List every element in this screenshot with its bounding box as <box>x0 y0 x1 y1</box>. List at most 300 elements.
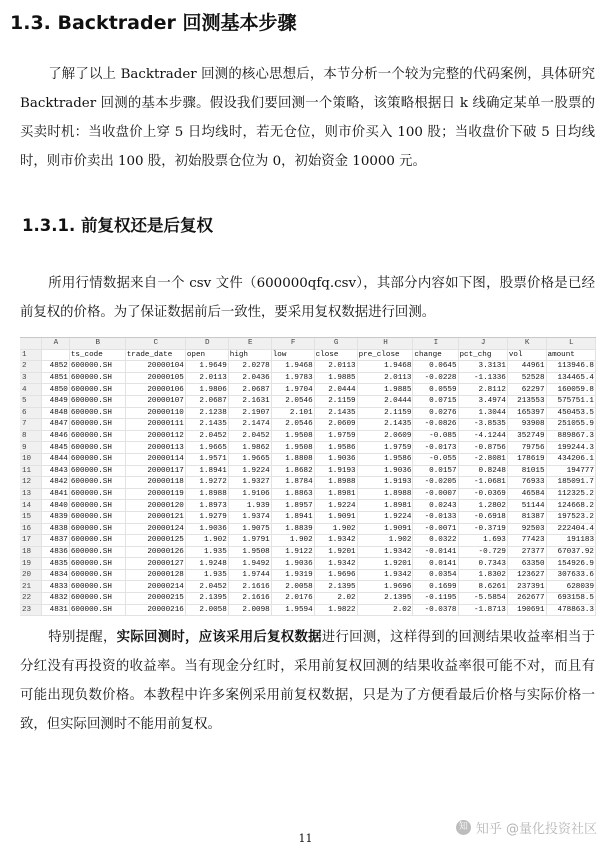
table-row <box>20 442 596 454</box>
table-cell: 251055.9 <box>546 419 595 431</box>
table-row <box>20 569 596 581</box>
row-number: 16 <box>20 523 41 535</box>
table-cell: 4832 <box>41 593 69 605</box>
table-cell: 20000128 <box>125 569 185 581</box>
table-cell: 1.935 <box>185 546 228 558</box>
table-row <box>20 395 596 407</box>
table-cell: 194777 <box>546 465 595 477</box>
table-cell: 81387 <box>507 511 546 523</box>
table-cell: 20000114 <box>125 453 185 465</box>
table-cell: -0.0133 <box>413 511 458 523</box>
table-cell: 1.9696 <box>357 581 413 593</box>
table-cell: 0.7343 <box>458 558 507 570</box>
table-row <box>20 593 596 605</box>
table-cell: 4847 <box>41 419 69 431</box>
table-cell: 2.0444 <box>314 384 357 396</box>
table-row <box>20 477 596 489</box>
table-row <box>20 535 596 547</box>
table-cell: 44961 <box>507 361 546 373</box>
table-cell: 1.9036 <box>271 558 314 570</box>
table-cell: 4840 <box>41 500 69 512</box>
table-cell: 2.1435 <box>314 407 357 419</box>
table-cell: 1.9492 <box>228 558 271 570</box>
table-row <box>20 430 596 442</box>
column-letter: J <box>458 338 507 349</box>
data-text: 所用行情数据来自一个 csv 文件（600000qfq.csv），其部分内容如下图，股票价格是已经前复权的价格。为了保证数据前后一致性，要采用复权数据进行回测。 <box>20 276 595 320</box>
table-cell: 20000105 <box>125 372 185 384</box>
table-cell: 1.9783 <box>271 372 314 384</box>
table-cell: 1.9665 <box>228 453 271 465</box>
table-cell: 1.9885 <box>314 372 357 384</box>
table-cell: 1.902 <box>271 535 314 547</box>
table-cell: 0.0645 <box>413 361 458 373</box>
table-cell: 178619 <box>507 453 546 465</box>
table-cell: 62297 <box>507 384 546 396</box>
table-cell: 2.02 <box>357 604 413 616</box>
table-cell: 20000121 <box>125 511 185 523</box>
table-cell: 1.9704 <box>271 384 314 396</box>
table-cell: 1.9791 <box>228 535 271 547</box>
watermark-text: 知乎 @量化投资社区 <box>475 822 597 837</box>
table-cell: 20000104 <box>125 361 185 373</box>
table-cell: -0.0071 <box>413 523 458 535</box>
table-cell: 1.8988 <box>357 488 413 500</box>
spreadsheet-table <box>20 338 596 616</box>
table-cell: 600000.SH <box>69 546 125 558</box>
table-cell: 600000.SH <box>69 407 125 419</box>
column-header: open <box>185 349 228 361</box>
table-cell: 2.0609 <box>357 430 413 442</box>
table-cell: 0.0276 <box>413 407 458 419</box>
table-cell: 1.9327 <box>228 477 271 489</box>
table-cell: 0.0354 <box>413 569 458 581</box>
table-cell: 575751.1 <box>546 395 595 407</box>
column-letter-row <box>20 338 596 349</box>
table-cell: 237391 <box>507 581 546 593</box>
table-cell: 1.8941 <box>271 511 314 523</box>
column-letter: D <box>185 338 228 349</box>
column-letter: E <box>228 338 271 349</box>
note-suffix: 进行回测，这样得到的回测结果收益率相当于分红没有再投资的收益率。当有现金分红时，采用前复权回测的结果收益率很可能不对，而且有可能出现负数价格。本教程中许多案例采用前复权数据，只是为了方便看最后价格与实际价格一致，但实际回测时不能用前复权。 <box>20 630 596 732</box>
table-cell: 197523.2 <box>546 511 595 523</box>
table-cell: 92503 <box>507 523 546 535</box>
column-header: low <box>271 349 314 361</box>
table-cell: 1.9279 <box>185 511 228 523</box>
table-cell: 600000.SH <box>69 442 125 454</box>
table-cell: -0.055 <box>413 453 458 465</box>
table-cell: 1.9122 <box>271 546 314 558</box>
table-cell: 20000125 <box>125 535 185 547</box>
table-cell: -0.1195 <box>413 593 458 605</box>
table-cell: -4.1244 <box>458 430 507 442</box>
table-cell: 20000214 <box>125 581 185 593</box>
table-cell: 20000118 <box>125 477 185 489</box>
table-cell: 51144 <box>507 500 546 512</box>
table-cell: 3.3131 <box>458 361 507 373</box>
table-cell: 4850 <box>41 384 69 396</box>
table-cell: 600000.SH <box>69 384 125 396</box>
table-cell: 2.1395 <box>357 593 413 605</box>
table-cell: 1.9272 <box>185 477 228 489</box>
table-cell: -3.8535 <box>458 419 507 431</box>
column-header: vol <box>507 349 546 361</box>
table-cell: 113946.8 <box>546 361 595 373</box>
row-number: 21 <box>20 581 41 593</box>
table-cell: -0.8756 <box>458 442 507 454</box>
table-cell: 27377 <box>507 546 546 558</box>
page-number: 11 <box>298 832 313 845</box>
table-cell: 1.9806 <box>185 384 228 396</box>
table-cell: 1.935 <box>185 569 228 581</box>
table-cell: 2.8112 <box>458 384 507 396</box>
table-cell: 600000.SH <box>69 558 125 570</box>
table-row <box>20 384 596 396</box>
row-number: 11 <box>20 465 41 477</box>
table-cell: 2.0687 <box>228 384 271 396</box>
table-cell: 1.8981 <box>314 488 357 500</box>
table-cell: 165397 <box>507 407 546 419</box>
table-cell: 4848 <box>41 407 69 419</box>
table-cell: 77423 <box>507 535 546 547</box>
column-letter: L <box>546 338 595 349</box>
table-cell: 2.0444 <box>357 395 413 407</box>
table-cell: 1.9342 <box>357 546 413 558</box>
table-cell: 4845 <box>41 442 69 454</box>
table-cell: 600000.SH <box>69 581 125 593</box>
table-cell: 46584 <box>507 488 546 500</box>
table-cell: 213553 <box>507 395 546 407</box>
table-cell: 20000119 <box>125 488 185 500</box>
table-cell: 600000.SH <box>69 604 125 616</box>
row-number: 10 <box>20 453 41 465</box>
table-cell: 4851 <box>41 372 69 384</box>
table-cell: 600000.SH <box>69 465 125 477</box>
table-cell: 4852 <box>41 361 69 373</box>
table-cell: -1.8713 <box>458 604 507 616</box>
table-cell: 0.0141 <box>413 558 458 570</box>
table-cell: 1.902 <box>185 535 228 547</box>
note-prefix: 特别提醒， <box>48 630 117 645</box>
table-cell: -2.8081 <box>458 453 507 465</box>
table-cell: 2.1395 <box>185 593 228 605</box>
table-cell: -5.5854 <box>458 593 507 605</box>
table-cell: 1.9885 <box>357 384 413 396</box>
table-cell: -0.0007 <box>413 488 458 500</box>
table-cell: 2.0113 <box>357 372 413 384</box>
column-letter: A <box>41 338 69 349</box>
table-row <box>20 488 596 500</box>
table-cell: 79756 <box>507 442 546 454</box>
table-cell: 2.0452 <box>185 430 228 442</box>
table-cell: 1.9106 <box>228 488 271 500</box>
note-paragraph <box>20 623 595 739</box>
table-cell: 1.9571 <box>185 453 228 465</box>
column-letter: G <box>314 338 357 349</box>
table-cell: 600000.SH <box>69 453 125 465</box>
column-header: trade_date <box>125 349 185 361</box>
table-cell: 222404.4 <box>546 523 595 535</box>
table-cell: 2.101 <box>271 407 314 419</box>
table-cell: 199244.3 <box>546 442 595 454</box>
table-cell: 1.9036 <box>185 523 228 535</box>
row-number: 5 <box>20 395 41 407</box>
row-number: 3 <box>20 372 41 384</box>
table-cell: 434206.1 <box>546 453 595 465</box>
table-cell: 1.8682 <box>271 465 314 477</box>
table-cell: -0.6918 <box>458 511 507 523</box>
column-letter: K <box>507 338 546 349</box>
table-cell: -0.0826 <box>413 419 458 431</box>
table-cell: 1.939 <box>228 500 271 512</box>
table-cell: -1.0681 <box>458 477 507 489</box>
intro-text: 了解了以上 Backtrader 回测的核心思想后，本节分析一个较为完整的代码案例，具体研究 Backtrader 回测的基本步骤。假设我们要回测一个策略，该策略根据日 k 线确定某单一股票的买卖时机：当收盘价上穿 5 日均线时，若无仓位，则市价买入 100 股；当收盘价下破 5 日均线时，则市价卖出 100 股，初始股票仓位为 0，初始资金 10000 元。 <box>20 67 595 169</box>
table-cell: 1.9649 <box>185 361 228 373</box>
table-cell: 600000.SH <box>69 361 125 373</box>
table-cell: -0.3719 <box>458 523 507 535</box>
table-cell: 600000.SH <box>69 395 125 407</box>
table-cell: 1.9091 <box>357 523 413 535</box>
table-cell: 352749 <box>507 430 546 442</box>
table-cell: 1.9508 <box>228 546 271 558</box>
intro-paragraph <box>20 60 595 176</box>
table-cell: 1.8863 <box>271 488 314 500</box>
table-cell: 600000.SH <box>69 488 125 500</box>
row-number: 1 <box>20 349 41 361</box>
row-number: 12 <box>20 477 41 489</box>
table-cell: 2.0278 <box>228 361 271 373</box>
table-cell: 1.8973 <box>185 500 228 512</box>
header-row <box>20 349 596 361</box>
table-cell: 889867.3 <box>546 430 595 442</box>
table-cell: 20000106 <box>125 384 185 396</box>
data-paragraph <box>20 269 595 327</box>
table-cell: 2.0113 <box>185 372 228 384</box>
row-number: 4 <box>20 384 41 396</box>
column-header: pre_close <box>357 349 413 361</box>
table-cell: 20000124 <box>125 523 185 535</box>
table-cell: 1.9468 <box>271 361 314 373</box>
table-cell: 2.0058 <box>185 604 228 616</box>
table-cell: 1.9342 <box>314 535 357 547</box>
table-cell: 2.0058 <box>271 581 314 593</box>
table-cell: 1.8981 <box>357 500 413 512</box>
table-cell: 2.1159 <box>314 395 357 407</box>
column-letter: I <box>413 338 458 349</box>
row-number: 7 <box>20 419 41 431</box>
spreadsheet-screenshot <box>20 337 596 614</box>
row-number: 20 <box>20 569 41 581</box>
table-row <box>20 361 596 373</box>
table-cell: 307633.6 <box>546 569 595 581</box>
table-cell: 2.0452 <box>228 430 271 442</box>
table-cell: 1.9594 <box>271 604 314 616</box>
table-cell: 2.1616 <box>228 593 271 605</box>
table-row <box>20 523 596 535</box>
table-cell: 2.1395 <box>314 581 357 593</box>
table-cell: 185091.7 <box>546 477 595 489</box>
table-cell: 2.1616 <box>228 581 271 593</box>
column-header: ts_code <box>69 349 125 361</box>
table-cell: 20000216 <box>125 604 185 616</box>
table-cell: 2.0687 <box>185 395 228 407</box>
table-cell: 2.1159 <box>357 407 413 419</box>
row-number: 8 <box>20 430 41 442</box>
table-row <box>20 453 596 465</box>
table-cell: 600000.SH <box>69 372 125 384</box>
table-row <box>20 511 596 523</box>
row-number: 18 <box>20 546 41 558</box>
table-cell: 2.0546 <box>271 395 314 407</box>
section-heading: 1.3. Backtrader 回测基本步骤 <box>10 12 297 34</box>
column-letter: C <box>125 338 185 349</box>
table-cell: -0.729 <box>458 546 507 558</box>
table-cell: -0.0369 <box>458 488 507 500</box>
table-cell: 1.902 <box>357 535 413 547</box>
table-cell: 600000.SH <box>69 500 125 512</box>
table-cell: 0.8248 <box>458 465 507 477</box>
table-cell: 1.9224 <box>357 511 413 523</box>
row-number: 17 <box>20 535 41 547</box>
table-cell: 1.9193 <box>357 477 413 489</box>
table-cell: 1.9586 <box>314 442 357 454</box>
table-cell: -0.085 <box>413 430 458 442</box>
table-cell: 0.0715 <box>413 395 458 407</box>
table-cell: 1.9201 <box>357 558 413 570</box>
table-cell: 2.1631 <box>228 395 271 407</box>
table-cell: 4843 <box>41 465 69 477</box>
table-cell: 160059.8 <box>546 384 595 396</box>
table-cell: 112325.2 <box>546 488 595 500</box>
row-number: 6 <box>20 407 41 419</box>
table-cell: 2.1907 <box>228 407 271 419</box>
table-cell: 52528 <box>507 372 546 384</box>
table-cell: 1.8784 <box>271 477 314 489</box>
table-cell: 190691 <box>507 604 546 616</box>
table-cell: 4844 <box>41 453 69 465</box>
table-row <box>20 546 596 558</box>
table-cell: 1.9665 <box>185 442 228 454</box>
table-cell: 2.1435 <box>185 419 228 431</box>
table-cell: 4835 <box>41 558 69 570</box>
column-header: high <box>228 349 271 361</box>
table-cell: 1.9036 <box>357 465 413 477</box>
table-cell: 2.1435 <box>357 419 413 431</box>
table-row <box>20 419 596 431</box>
table-cell: 600000.SH <box>69 430 125 442</box>
column-header: change <box>413 349 458 361</box>
table-cell: 1.3044 <box>458 407 507 419</box>
subsection-heading: 1.3.1. 前复权还是后复权 <box>22 216 213 235</box>
table-cell: -0.0378 <box>413 604 458 616</box>
table-cell: 2.0546 <box>271 419 314 431</box>
table-cell: 20000107 <box>125 395 185 407</box>
table-cell: 1.9342 <box>357 569 413 581</box>
note-emphasis: 实际回测时，应该采用后复权数据 <box>116 629 322 645</box>
table-cell: 20000215 <box>125 593 185 605</box>
table-cell: 1.9224 <box>228 465 271 477</box>
table-cell: 81015 <box>507 465 546 477</box>
column-header: pct_chg <box>458 349 507 361</box>
table-cell: 1.9759 <box>357 442 413 454</box>
table-cell: 1.8941 <box>185 465 228 477</box>
column-letter: H <box>357 338 413 349</box>
zhihu-logo-icon: 知 <box>456 820 471 835</box>
table-cell: 4831 <box>41 604 69 616</box>
table-row <box>20 465 596 477</box>
table-row <box>20 372 596 384</box>
table-cell: 1.9091 <box>314 511 357 523</box>
row-number: 22 <box>20 593 41 605</box>
table-cell: 4842 <box>41 477 69 489</box>
table-cell: 2.0609 <box>314 419 357 431</box>
table-cell: 20000117 <box>125 465 185 477</box>
table-cell: 1.8302 <box>458 569 507 581</box>
table-cell: -1.1336 <box>458 372 507 384</box>
table-cell: 76933 <box>507 477 546 489</box>
row-number: 2 <box>20 361 41 373</box>
table-cell: 1.8839 <box>271 523 314 535</box>
table-row <box>20 558 596 570</box>
table-cell: 2.02 <box>314 593 357 605</box>
table-cell: 1.8988 <box>185 488 228 500</box>
table-cell: 20000112 <box>125 430 185 442</box>
table-cell: 693158.5 <box>546 593 595 605</box>
table-cell: 2.1238 <box>185 407 228 419</box>
table-cell: 0.1699 <box>413 581 458 593</box>
table-cell: 1.9193 <box>314 465 357 477</box>
table-cell: 4837 <box>41 535 69 547</box>
table-cell: 123627 <box>507 569 546 581</box>
row-number: 19 <box>20 558 41 570</box>
table-cell: 4836 <box>41 546 69 558</box>
table-cell: 4833 <box>41 581 69 593</box>
table-cell: 1.2802 <box>458 500 507 512</box>
table-cell: 1.9508 <box>271 430 314 442</box>
column-header <box>41 349 69 361</box>
table-cell: 0.0243 <box>413 500 458 512</box>
table-row <box>20 500 596 512</box>
column-letter: B <box>69 338 125 349</box>
table-cell: 67037.92 <box>546 546 595 558</box>
table-cell: 1.9696 <box>314 569 357 581</box>
table-cell: 1.9036 <box>314 453 357 465</box>
table-cell: 1.9224 <box>314 500 357 512</box>
table-cell: 0.0322 <box>413 535 458 547</box>
table-cell: 450453.5 <box>546 407 595 419</box>
table-cell: 1.9374 <box>228 511 271 523</box>
table-cell: 4841 <box>41 488 69 500</box>
table-cell: 1.9342 <box>314 558 357 570</box>
watermark <box>456 818 597 837</box>
table-cell: 154926.9 <box>546 558 595 570</box>
column-letter <box>20 338 41 349</box>
row-number: 15 <box>20 511 41 523</box>
table-cell: 20000120 <box>125 500 185 512</box>
table-cell: 20000110 <box>125 407 185 419</box>
table-cell: 1.9744 <box>228 569 271 581</box>
table-cell: 478863.3 <box>546 604 595 616</box>
row-number: 23 <box>20 604 41 616</box>
table-cell: -0.0173 <box>413 442 458 454</box>
table-cell: 4846 <box>41 430 69 442</box>
table-cell: 4849 <box>41 395 69 407</box>
table-cell: 20000127 <box>125 558 185 570</box>
table-cell: 20000113 <box>125 442 185 454</box>
table-row <box>20 604 596 616</box>
table-cell: 2.0436 <box>228 372 271 384</box>
table-cell: -0.0141 <box>413 546 458 558</box>
table-cell: 63350 <box>507 558 546 570</box>
